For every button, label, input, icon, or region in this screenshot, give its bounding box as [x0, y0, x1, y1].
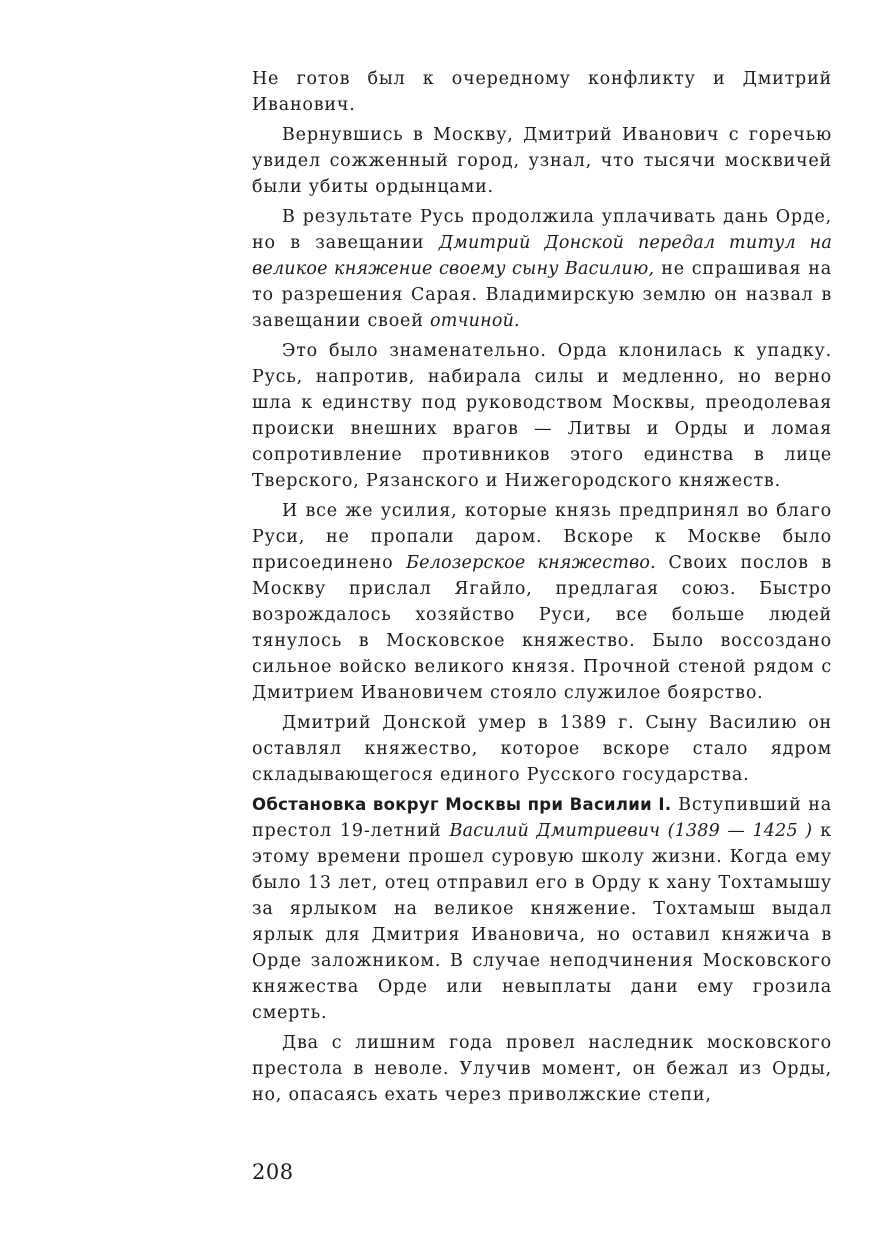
italic-run: Белозерское княжество.	[406, 553, 656, 573]
text-run: не спрашивая на то разрешения Сарая. Владимирскую землю он назвал в завещании своей	[252, 259, 833, 331]
paragraph	[252, 66, 832, 118]
text-run: Это было знаменательно. Орда клонилась к упадку. Русь, напротив, набирала силы и медленно, но верно шла к единству под руководством Москвы, преодолевая происки внешних врагов — Литвы и Орды и ломая сопротивление противников этого единства в лице Тверского, Рязанского и Нижегородского княжеств.	[252, 341, 832, 491]
text-run: Вернувшись в Москву, Дмитрий Иванович с горечью увидел сожженный город, узнал, что тысячи москвичей были убиты ордынцами.	[252, 125, 832, 197]
paragraph	[252, 1030, 832, 1108]
paragraph	[252, 792, 832, 1026]
paragraph	[252, 498, 832, 706]
text-run: И все же усилия, которые князь предпринял во благо Руси, не пропали даром. Вскоре к Москве было присоединено	[252, 501, 832, 573]
text-run: В результате Русь продолжила уплачивать дань Орде, но в завещании	[252, 207, 832, 253]
text-run: Своих послов в Москву прислал Ягайло, предлагая союз. Быстро возрождалось хозяйство Руси, все больше людей тянулось в Московское княжество. Было воссоздано сильное войско великого князя. Прочной стеной рядом с Дмитрием Ивановичем стояло служилое боярство.	[252, 553, 832, 703]
text-run: Не готов был к очередному конфликту и Дмитрий Иванович.	[252, 69, 832, 115]
italic-run: Василий Дмитриевич (1389 — 1425 )	[449, 821, 813, 841]
page-text	[252, 66, 832, 1112]
italic-run: отчиной.	[430, 311, 520, 331]
text-run: к этому времени прошел суровую школу жизни. Когда ему было 13 лет, отец отправил его в Орду к хану Тохтамышу за ярлыком на великое княжение. Тохтамыш выдал ярлык для Дмитрия Ивановича, но оставил княжича в Орде заложником. В случае неподчинения Московского княжества Орде или невыплаты дани ему грозила смерть.	[252, 821, 832, 1023]
section-heading: Обстановка вокруг Москвы при Василии I.	[252, 795, 672, 814]
paragraph	[252, 204, 832, 334]
paragraph	[252, 122, 832, 200]
page-number: 208	[252, 1160, 294, 1184]
text-run: Дмитрий Донской умер в 1389 г. Сыну Василию он оставлял княжество, которое вскоре стало ядром складывающегося единого Русского государства.	[252, 713, 832, 785]
text-run: Два с лишним года провел наследник московского престола в неволе. Улучив момент, он бежал из Орды, но, опасаясь ехать через приволжские степи,	[252, 1033, 832, 1105]
paragraph	[252, 338, 832, 494]
text-run: Вступивший на престол 19-летний	[252, 795, 832, 841]
italic-run: Дмитрий Донской передал титул на великое княжение своему сыну Василию,	[252, 233, 832, 279]
paragraph	[252, 710, 832, 788]
